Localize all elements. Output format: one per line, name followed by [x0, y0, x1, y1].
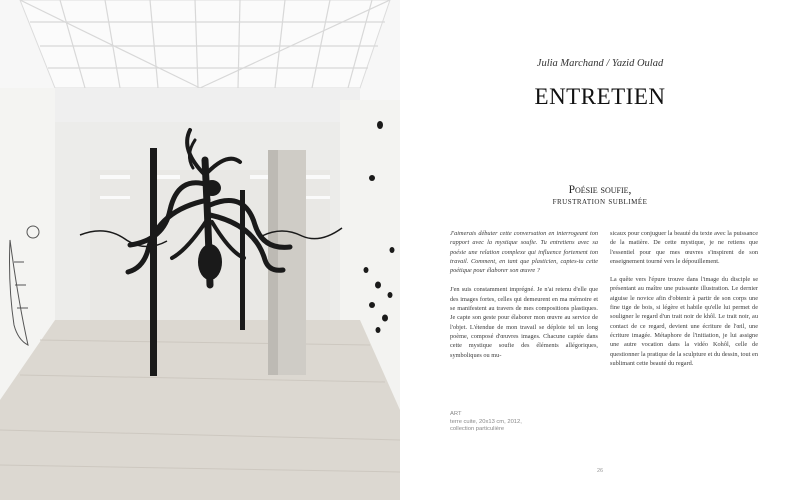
caption-collection: collection particulière — [450, 426, 505, 433]
caption-title: ART — [450, 411, 462, 417]
interview-question: J'aimerais débuter cette conversation en interrogeant ton rapport avec la mystique soufie. Tu entretiens avec sa poésie une relation complexe qui influence fortement ton travail. Comment, en tant que plasticien, captes-tu cette poétique pour élaborer son œuvre ? — [450, 230, 598, 275]
text-page — [400, 0, 800, 500]
section-title-line-2: frustration sublimée — [552, 197, 648, 208]
interview-answer-continuation: sicaux pour conjuguer la beauté du texte avec la puissance de la matière. De cette mystique, je ne retiens que l'essentiel pour que mes œuvres s'inspirent de son enseignement tourné vers le dépouillement. — [610, 230, 758, 265]
caption-medium: terre cuite, 20x13 cm, 2012, — [450, 418, 522, 425]
interview-answer-paragraph-2: La quête vers l'épure trouve dans l'image du disciple se présentant au maître une puissante illustration. Le dernier aiguise le novice afin d'obtenir à partir de son corps une fine tige de bois, si légère et habile qu'elle lui permet de souligner le regard d'un trait noir de khôl. Le trait noir, au contact de ce regard, devient une écriture de l'œil, une écriture imagée. Métaphore de l'initiation, je lui assigne une autre vocation dans la vidéo Kohôl, celle de questionner la pratique de la sculpture et du dessin, tout en sublimant cette beauté du regard. — [610, 276, 758, 367]
text-column-right — [610, 229, 758, 368]
interview-answer-paragraph: J'en suis constamment imprégné. Je n'ai retenu d'elle que des images fortes, celles qui demeurent en ma mémoire et se manifestent au travers de mes compositions plastiques. Je capte son geste pour élaborer mon œuvre au service de l'objet. L'étendue de mon travail se déploie tel un long poème, composé d'œuvres images. Chacune captée dans cette mystique soufie des éléments allégoriques, symboliques ou mu- — [450, 286, 598, 359]
article-title: ENTRETIEN — [534, 84, 666, 109]
photo-caption — [450, 411, 590, 434]
section-title — [400, 183, 800, 209]
page-number: 26 — [596, 468, 604, 474]
section-title-line-1: Poésie soufie, — [568, 184, 632, 196]
article-authors: Julia Marchand / Yazid Oulad — [536, 58, 664, 69]
text-column-left — [450, 229, 598, 360]
